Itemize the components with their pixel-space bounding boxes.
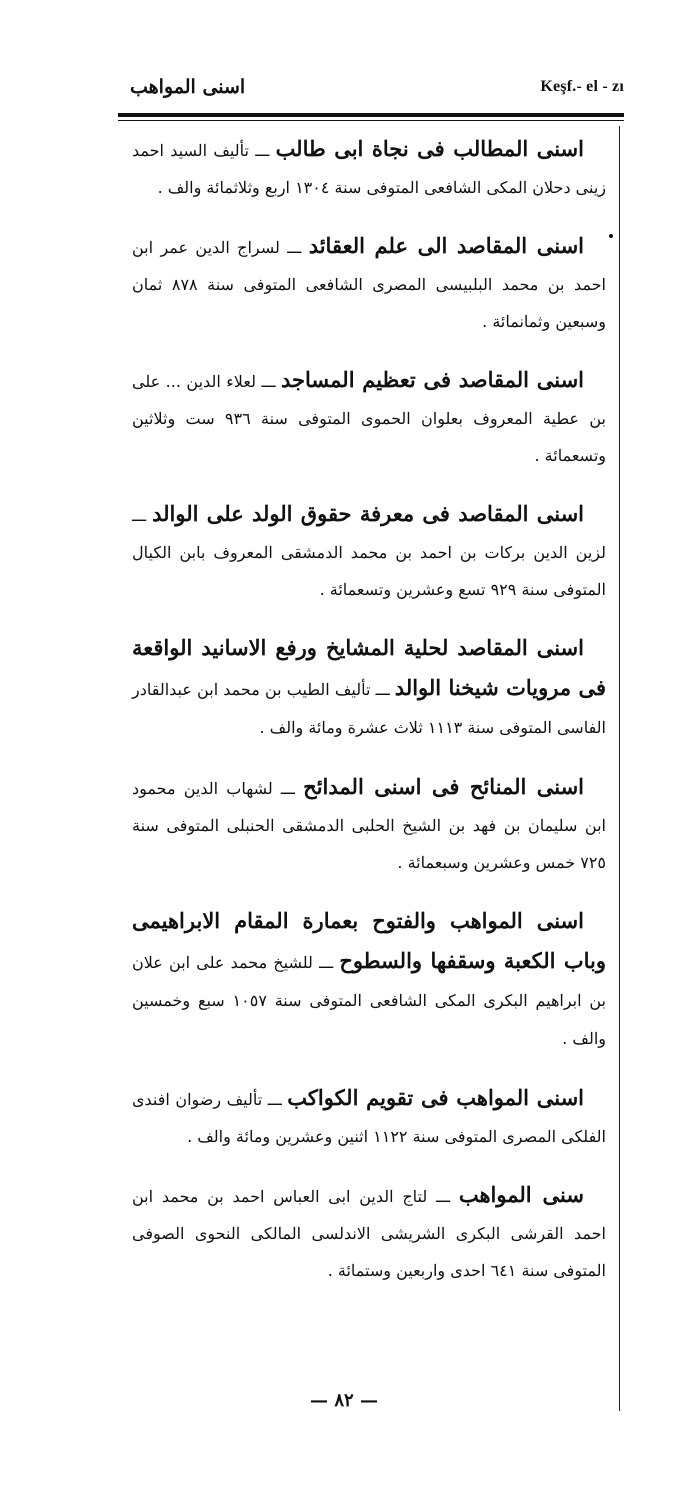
entry-6 [132, 768, 606, 881]
margin-dot [609, 234, 613, 238]
entry-text-6: ـــ لشهاب الدين محمود ابن سليمان بن فهد بن الشيخ الحلبى الدمشقى الحنبلى المتوفى سنة ٧٢٥ خمس وعشرين وسبعمائة . [132, 779, 606, 872]
entry-text-4: ـــ لزين الدين بركات بن احمد بن محمد الدمشقى المعروف بابن الكيال المتوفى سنة ٩٢٩ تسع وعشرين وتسعمائة . [132, 506, 607, 599]
entry-4 [132, 495, 606, 608]
entry-text-2: ـــ لسراج الدين عمر ابن احمد بن محمد البلبيسى المصرى الشافعى المتوفى سنة ٨٧٨ ثمان وسبعين وثمانمائة . [132, 238, 606, 331]
entry-text-5: ـــ تأليف الطيب بن محمد ابن عبدالقادر الفاسى المتوفى سنة ١١١٣ ثلاث عشرة ومائة والف . [132, 680, 606, 737]
entry-3 [132, 361, 606, 474]
entry-text-1: ـــ تأليف السيد احمد زينى دحلان المكى الشافعى المتوفى سنة ١٣٠٤ اربع وثلاثمائة والف . [132, 141, 606, 197]
entry-title-3: اسنى المقاصد فى تعظيم المساجد [281, 367, 584, 392]
header-rule-thin [118, 120, 624, 121]
entry-title-8: اسنى المواهب فى تقويم الكواكب [287, 1085, 585, 1110]
entries-list [132, 130, 606, 1310]
entry-9 [132, 1176, 606, 1289]
running-title-arabic: اسنى المواهب [130, 76, 246, 98]
page-number: — ٨٢ — [310, 1390, 378, 1411]
entry-text-8: ـــ تأليف رضوان افندى الفلكى المصرى المتوفى سنة ١١٢٢ اثنين وعشرين ومائة والف . [132, 1090, 606, 1146]
entry-title-7: اسنى المواهب والفتوح بعمارة المقام الابراهيمى وباب الكعبة وسقفها والسطوح [132, 908, 606, 973]
running-header [130, 72, 624, 106]
entry-text-7: ـــ للشيخ محمد على ابن علان بن ابراهيم البكرى المكى الشافعى المتوفى سنة ١٠٥٧ سبع وخمسين والف . [132, 953, 607, 1048]
entry-title-1: اسنى المطالب فى نجاة ابى طالب [275, 136, 584, 161]
entry-2 [132, 227, 606, 340]
running-title-latin: Keşf.- el - zı [540, 78, 624, 95]
entry-title-4: اسنى المقاصد فى معرفة حقوق الولد على الوالد [152, 501, 584, 526]
entry-title-2: اسنى المقاصد الى علم العقائد [308, 233, 584, 258]
header-rule-thick [118, 113, 624, 117]
entry-text-9: ـــ لتاج الدين ابى العباس احمد بن محمد ابن احمد القرشى البكرى الشريشى الاندلسى المالكى النحوى الصوفى المتوفى سنة ٦٤١ احدى واربعين وستمائة . [132, 1187, 606, 1280]
entry-text-3: ـــ لعلاء الدين ... على بن عطية المعروف بعلوان الحموى المتوفى سنة ٩٣٦ ست وثلاثين وتسعمائة . [132, 372, 606, 465]
entry-title-6: اسنى المنائح فى اسنى المدائح [303, 774, 585, 799]
entry-title-9: سنى المواهب [458, 1182, 584, 1207]
entry-title-5: اسنى المقاصد لحلية المشايخ ورفع الاسانيد الواقعة فى مرويات شيخنا الوالد [132, 635, 606, 700]
page-margin-line [619, 126, 620, 1411]
entry-8 [132, 1079, 606, 1155]
entry-5 [132, 629, 606, 747]
entry-1 [132, 130, 606, 206]
entry-7 [132, 902, 606, 1058]
